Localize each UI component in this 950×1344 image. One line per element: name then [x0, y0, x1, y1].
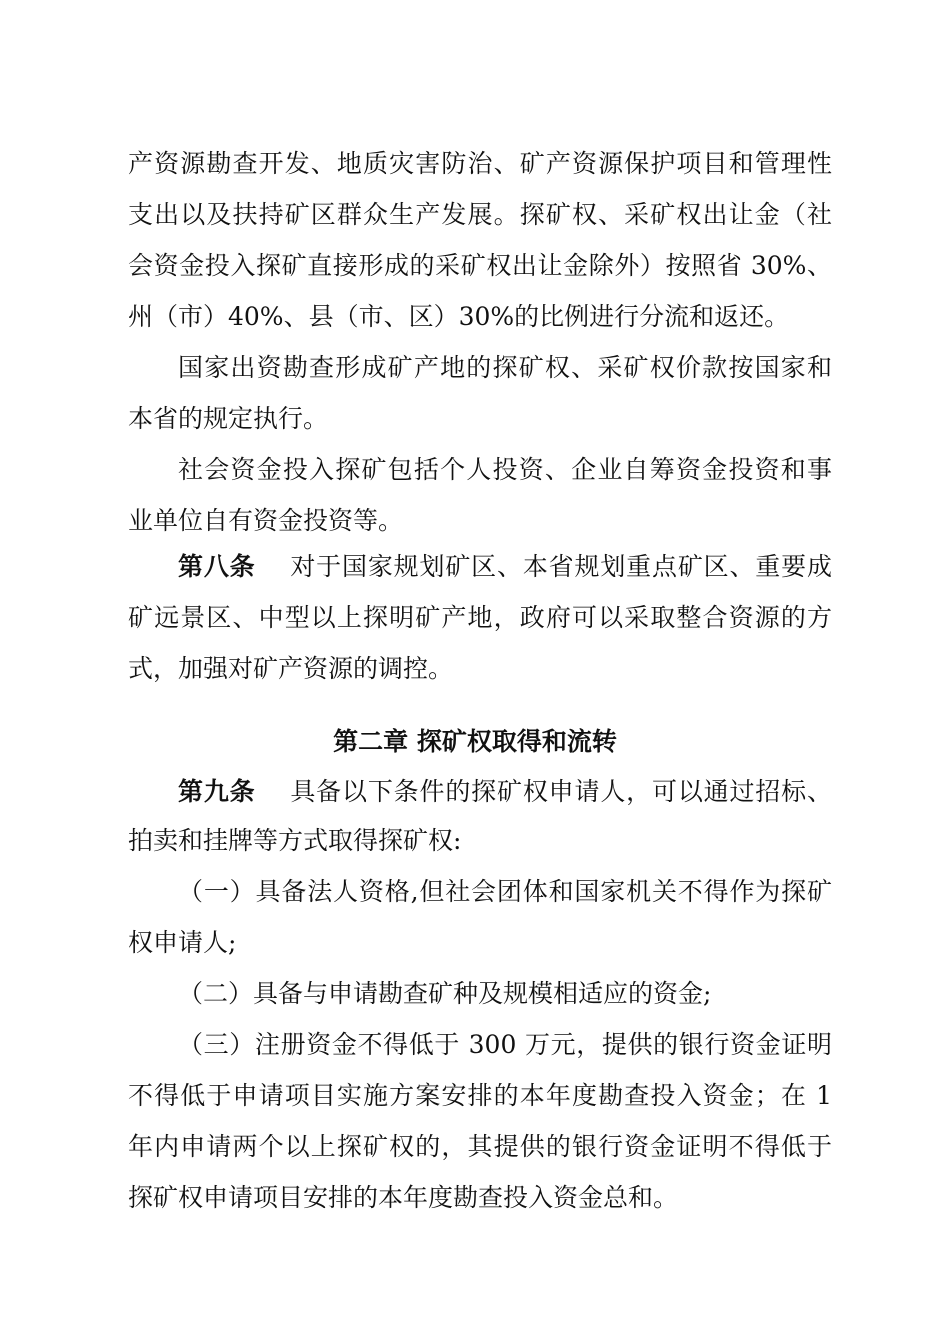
list-item-line: （一）具备法人资格,但社会团体和国家机关不得作为探矿: [178, 877, 832, 906]
paragraph-line: 支出以及扶持矿区群众生产发展。探矿权、采矿权出让金（社: [128, 200, 832, 229]
article-label: 第八条: [178, 552, 256, 581]
article-label: 第九条: [178, 777, 256, 806]
paragraph-line: 社会资金投入探矿包括个人投资、企业自筹资金投资和事: [178, 455, 832, 484]
paragraph-line: 业单位自有资金投资等。: [128, 506, 404, 535]
list-item-line: （二）具备与申请勘查矿种及规模相适应的资金;: [178, 979, 712, 1008]
article-text: 对于国家规划矿区、本省规划重点矿区、重要成: [289, 552, 832, 581]
paragraph-line: 拍卖和挂牌等方式取得探矿权:: [128, 826, 462, 855]
article-text: 具备以下条件的探矿权申请人，可以通过招标、: [289, 777, 832, 806]
list-item-line: （三）注册资金不得低于 300 万元，提供的银行资金证明: [178, 1030, 832, 1059]
paragraph-line: 式，加强对矿产资源的调控。: [128, 654, 454, 683]
list-item-line: 权申请人;: [128, 928, 237, 957]
list-item-line: 不得低于申请项目实施方案安排的本年度勘查投入资金；在 1: [128, 1081, 832, 1110]
paragraph-line: 本省的规定执行。: [128, 404, 329, 433]
article-line: [178, 552, 832, 582]
paragraph-line: 会资金投入探矿直接形成的采矿权出让金除外）按照省 30%、: [128, 251, 832, 280]
paragraph-line: 国家出资勘查形成矿产地的探矿权、采矿权价款按国家和: [178, 353, 832, 382]
paragraph-line: 州（市）40%、县（市、区）30%的比例进行分流和返还。: [128, 302, 790, 331]
paragraph-line: 产资源勘查开发、地质灾害防治、矿产资源保护项目和管理性: [128, 149, 832, 178]
article-line: [178, 777, 832, 807]
chapter-heading: 第二章 探矿权取得和流转: [333, 727, 617, 756]
list-item-line: 探矿权申请项目安排的本年度勘查投入资金总和。: [128, 1183, 679, 1212]
list-item-line: 年内申请两个以上探矿权的，其提供的银行资金证明不得低于: [128, 1132, 832, 1161]
paragraph-line: 矿远景区、中型以上探明矿产地，政府可以采取整合资源的方: [128, 603, 832, 632]
